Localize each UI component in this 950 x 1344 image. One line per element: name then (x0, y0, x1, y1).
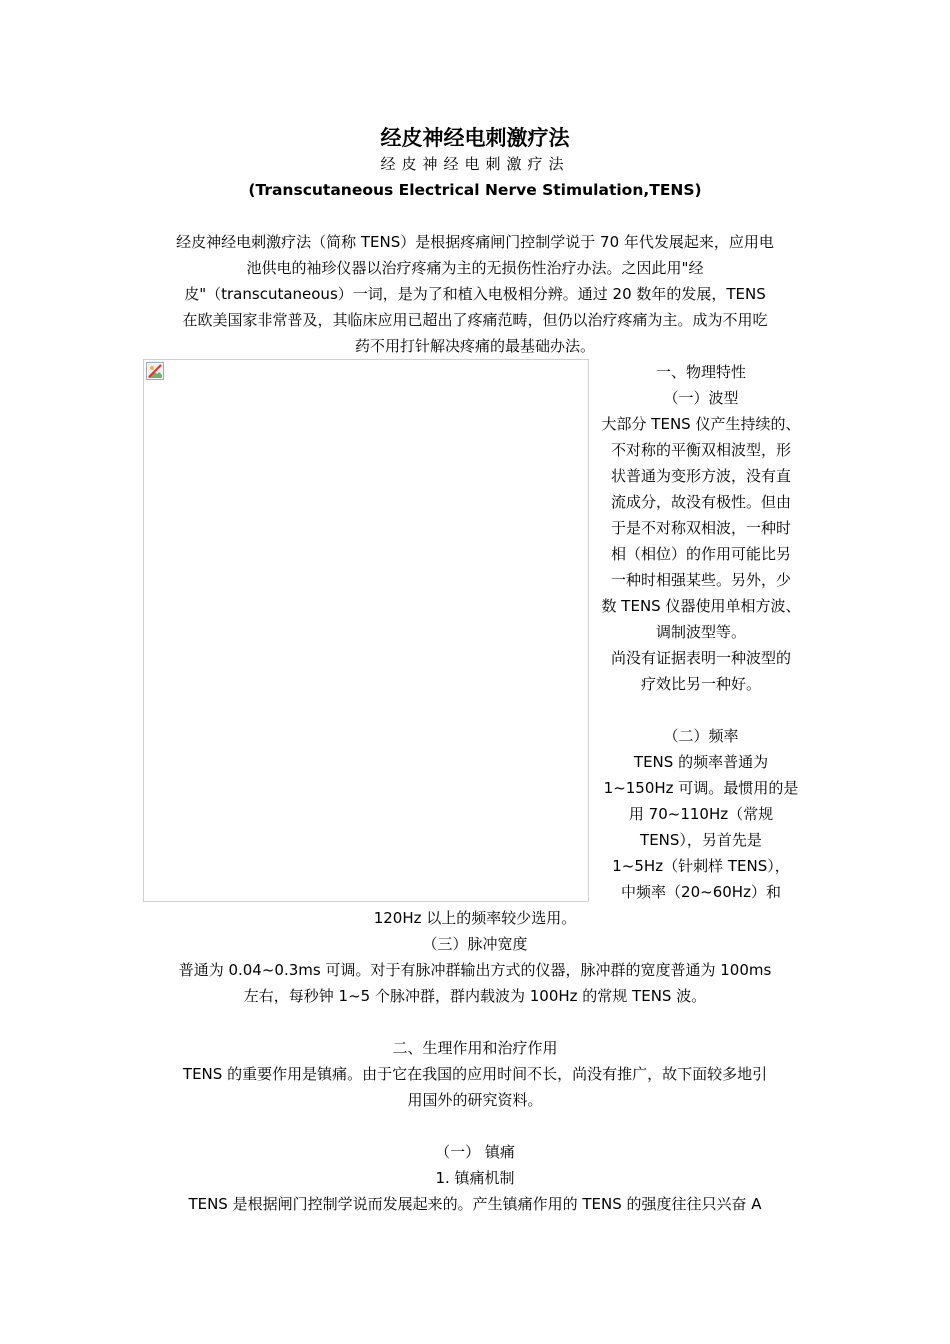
side-text-line: 流成分，故没有极性。但由 (610, 493, 791, 511)
side-text-line: 尚没有证据表明一种波型的 (610, 649, 791, 667)
blank-line (0, 1113, 950, 1139)
side-text-line: 相（相位）的作用可能比另 (610, 545, 791, 563)
side-text-line: 疗效比另一种好。 (640, 675, 761, 693)
intro-line: 经皮神经电刺激疗法（简称 TENS）是根据疼痛闸门控制学说于 70 年代发展起来，应用电 (176, 233, 774, 251)
body-line: 用国外的研究资料。 (407, 1091, 543, 1109)
intro-line: 药不用打针解决疼痛的最基础办法。 (354, 337, 595, 355)
numbered-heading: 1. 镇痛机制 (435, 1169, 515, 1187)
side-text-line: 用 70~110Hz（常规 (628, 805, 774, 823)
side-text-line: TENS），另首先是 (640, 831, 762, 849)
side-text-line: 中频率（20~60Hz）和 (621, 883, 781, 901)
body-line: TENS 是根据闸门控制学说而发展起来的。产生镇痛作用的 TENS 的强度往往只兴奋 A (188, 1195, 762, 1213)
side-text-line: 状普通为变形方波，没有直 (610, 467, 791, 485)
side-text-line: 大部分 TENS 仪产生持续的、 (601, 415, 801, 433)
document-title: 经皮神经电刺激疗法 (380, 126, 570, 150)
subsection-heading: （一） 镇痛 (435, 1143, 515, 1161)
side-text-line: 数 TENS 仪器使用单相方波、 (601, 597, 801, 615)
side-text-line: 一种时相强某些。另外，少 (610, 571, 791, 589)
body-line: 120Hz 以上的频率较少选用。 (373, 909, 577, 927)
side-text-line: 1~5Hz（针刺样 TENS）， (612, 857, 790, 875)
body-line: 左右，每秒钟 1~5 个脉冲群，群内载波为 100Hz 的常规 TENS 波。 (243, 987, 707, 1005)
side-blank-line (590, 697, 812, 723)
subsection-heading: （一）波型 (663, 389, 739, 407)
english-title: (Transcutaneous Electrical Nerve Stimulation,TENS) (248, 181, 702, 199)
blank-line (0, 1009, 950, 1035)
side-text-line: 不对称的平衡双相波型，形 (610, 441, 791, 459)
body-line: TENS 的重要作用是镇痛。由于它在我国的应用时间不长，尚没有推广，故下面较多地引 (182, 1065, 768, 1083)
image-placeholder (143, 359, 589, 902)
document-subtitle: 经皮神经电刺激疗法 (380, 155, 570, 173)
section-heading: 二、生理作用和治疗作用 (392, 1039, 558, 1057)
subsection-heading: （二）频率 (663, 727, 739, 745)
intro-line: 池供电的袖珍仪器以治疗疼痛为主的无损伤性治疗办法。之因此用"经 (246, 259, 704, 277)
intro-line: 皮"（transcutaneous）一词，是为了和植入电极相分辨。通过 20 数年的发展，TENS (184, 285, 766, 303)
side-text-line: TENS 的频率普通为 (633, 753, 769, 771)
subsection-heading: （三）脉冲宽度 (422, 935, 528, 953)
section-heading: 一、物理特性 (655, 363, 746, 381)
body-line: 普通为 0.04~0.3ms 可调。对于有脉冲群输出方式的仪器，脉冲群的宽度普通为 100ms (178, 961, 772, 979)
side-text-line: 调制波型等。 (655, 623, 746, 641)
intro-line: 在欧美国家非常普及，其临床应用已超出了疼痛范畴，但仍以治疗疼痛为主。成为不用吃 (182, 311, 768, 329)
side-text-line: 1~150Hz 可调。最惯用的是 (603, 779, 799, 797)
side-text-line: 于是不对称双相波，一种时 (610, 519, 791, 537)
broken-image-icon (146, 362, 164, 380)
